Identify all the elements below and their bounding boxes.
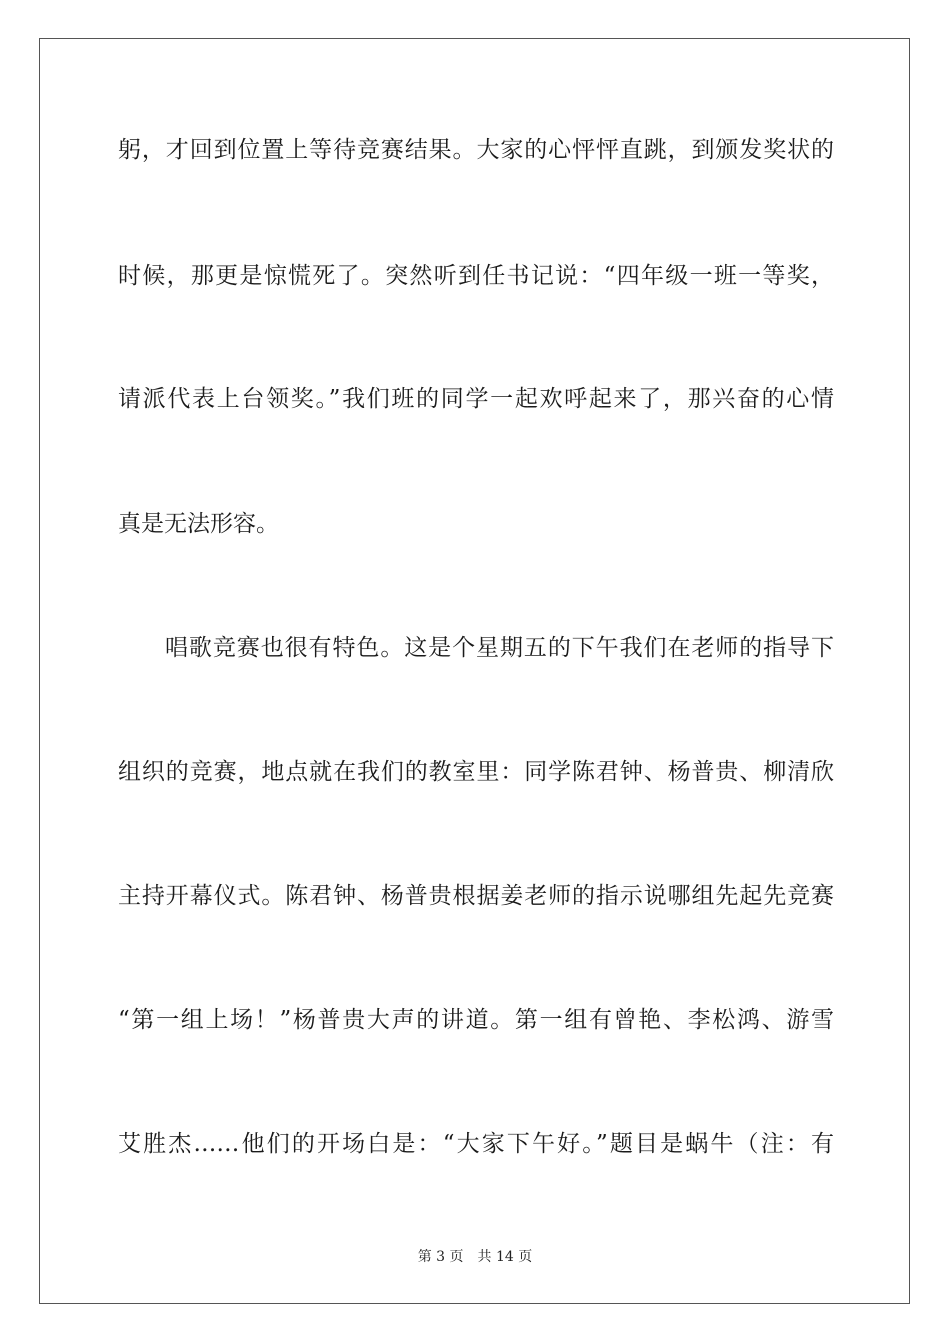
body-text-line-6: 组织的竞赛，地点就在我们的教室里：同学陈君钟、杨普贵、柳清欣 <box>118 759 834 785</box>
body-text-line-3: 请派代表上台领奖。”我们班的同学一起欢呼起来了，那兴奋的心情 <box>118 386 834 412</box>
page-border <box>39 38 910 1304</box>
body-text-line-2: 时候，那更是惊慌死了。突然听到任书记说：“四年级一班一等奖， <box>118 263 834 289</box>
body-text-line-5: 唱歌竞赛也很有特色。这是个星期五的下午我们在老师的指导下 <box>165 635 834 661</box>
body-text-line-1: 躬，才回到位置上等待竞赛结果。大家的心怦怦直跳，到颁发奖状的 <box>118 137 834 163</box>
body-text-line-4: 真是无法形容。 <box>118 511 279 537</box>
body-text-line-7: 主持开幕仪式。陈君钟、杨普贵根据姜老师的指示说哪组先起先竞赛 <box>118 883 834 909</box>
body-text-line-9: 艾胜杰……他们的开场白是：“大家下午好。”题目是蜗牛（注：有 <box>118 1131 834 1157</box>
page-number: 第 3 页 <box>417 1249 464 1265</box>
page-total: 共 14 页 <box>477 1249 533 1265</box>
page-footer <box>0 1248 950 1266</box>
body-text-line-8: “第一组上场！”杨普贵大声的讲道。第一组有曾艳、李松鸿、游雪 <box>118 1007 834 1033</box>
